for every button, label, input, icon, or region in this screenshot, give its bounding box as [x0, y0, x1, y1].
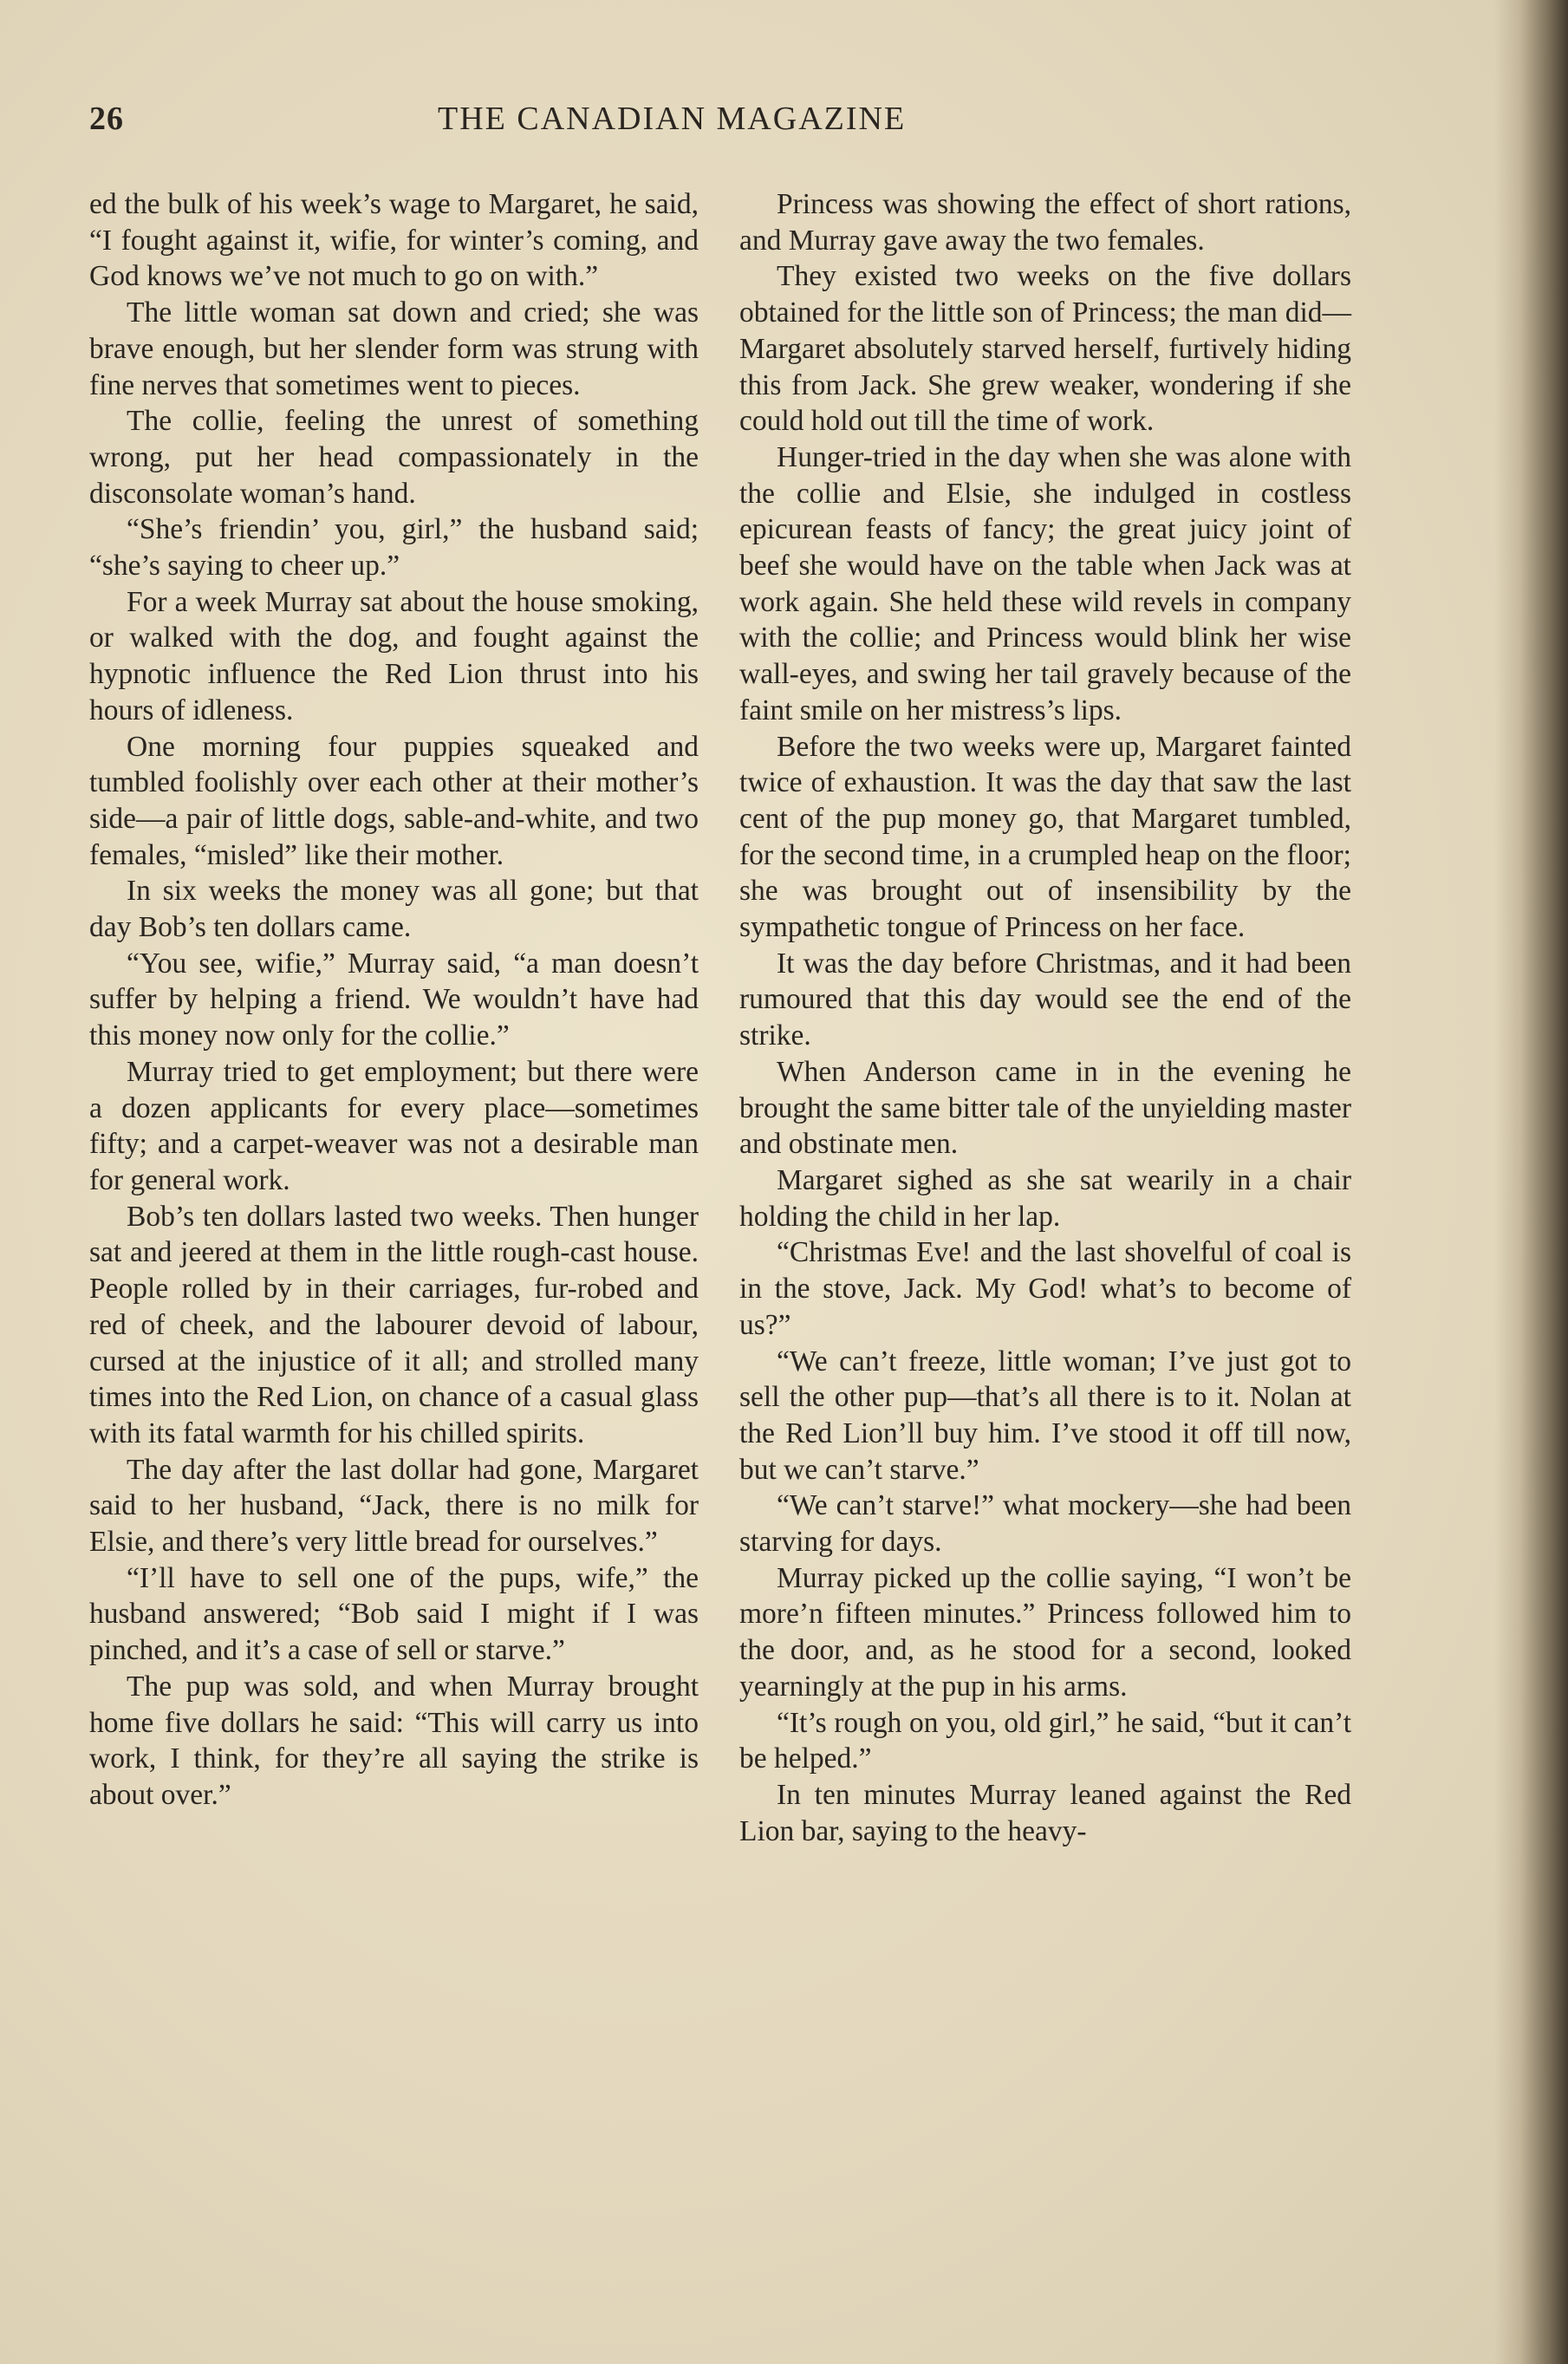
paragraph: Margaret sighed as she sat wearily in a chair holding the child in her lap.: [739, 1163, 1351, 1233]
paragraph: “We can’t freeze, little woman; I’ve just got to sell the other pup—that’s all there is to it. Nolan at the Red Lion’ll buy him. I’ve stood it off till now, but we can’t starve.”: [739, 1345, 1351, 1486]
paragraph: When Anderson came in in the evening he brought the same bitter tale of the unyielding master and obstinate men.: [739, 1055, 1351, 1161]
paragraph: In ten minutes Murray leaned against the Red Lion bar, saying to the heavy-: [739, 1778, 1351, 1847]
paragraph: “She’s friendin’ you, girl,” the husband said; “she’s saying to cheer up.”: [89, 513, 699, 583]
paragraph: “We can’t starve!” what mockery—she had been starving for days.: [739, 1489, 1351, 1559]
paragraph: ed the bulk of his week’s wage to Margaret, he said, “I fought against it, wifie, for winter’s coming, and God knows we’ve not much to go on with.”: [89, 188, 699, 293]
paragraph: The little woman sat down and cried; she was brave enough, but her slender form was strung with fine nerves that sometimes went to pieces.: [89, 296, 699, 401]
paragraph: They existed two weeks on the five dollars obtained for the little son of Princess; the man did—Margaret absolutely starved herself, furtively hiding this from Jack. She grew weaker, wondering if she could hold out till the time of work.: [739, 260, 1351, 438]
paragraph: Bob’s ten dollars lasted two weeks. Then hunger sat and jeered at them in the little rough-cast house. People rolled by in their carriages, fur-robed and red of cheek, and the labourer devoid of labour, cursed at the injustice of it all; and strolled many times into the Red Lion, on chance of a casual glass with its fatal warmth for his chilled spirits.: [89, 1200, 699, 1449]
paragraph: The pup was sold, and when Murray brought home five dollars he said: “This will carry us into work, I think, for they’re all saying the strike is about over.”: [89, 1670, 699, 1811]
binding-shadow: [1494, 0, 1568, 2364]
paragraph: “I’ll have to sell one of the pups, wife,” the husband answered; “Bob said I might if I was pinched, and it’s a case of sell or starve.”: [89, 1561, 699, 1667]
paragraph: Hunger-tried in the day when she was alone with the collie and Elsie, she indulged in costless epicurean feasts of fancy; the great juicy joint of beef she would have on the table when Jack was at work again. She held these wild revels in company with the collie; and Princess would blink her wise wall-eyes, and swing her tail gravely because of the faint smile on her mistress’s lips.: [739, 440, 1351, 726]
paragraph: The collie, feeling the unrest of something wrong, put her head compassionately in the disconsolate woman’s hand.: [89, 405, 699, 510]
paragraph: “You see, wifie,” Murray said, “a man doesn’t suffer by helping a friend. We wouldn’t have had this money now only for the collie.”: [89, 947, 699, 1052]
paragraph: “Christmas Eve! and the last shovelful of coal is in the stove, Jack. My God! what’s to become of us?”: [739, 1236, 1351, 1341]
paragraph: In six weeks the money was all gone; but that day Bob’s ten dollars came.: [89, 875, 699, 944]
page-number: 26: [89, 101, 124, 137]
paragraph: Princess was showing the effect of short rations, and Murray gave away the two females.: [739, 188, 1351, 257]
paragraph: Murray tried to get employment; but there were a dozen applicants for every place—sometimes fifty; and a carpet-weaver was not a desirable man for general work.: [89, 1055, 699, 1196]
paragraph: “It’s rough on you, old girl,” he said, “but it can’t be helped.”: [739, 1706, 1351, 1775]
paragraph: Murray picked up the collie saying, “I won’t be more’n fifteen minutes.” Princess followed him to the door, and, as he stood for a second, looked yearningly at the pup in his arms.: [739, 1561, 1351, 1703]
paragraph: For a week Murray sat about the house smoking, or walked with the dog, and fought against the hypnotic influence the Red Lion thrust into his hours of idleness.: [89, 585, 699, 726]
paragraph: It was the day before Christmas, and it had been rumoured that this day would see the end of the strike.: [739, 947, 1351, 1052]
paragraph: One morning four puppies squeaked and tumbled foolishly over each other at their mother’s side—a pair of little dogs, sable-and-white, and two females, “misled” like their mother.: [89, 730, 699, 871]
right-column: [739, 186, 1351, 1849]
paragraph: The day after the last dollar had gone, Margaret said to her husband, “Jack, there is no milk for Elsie, and there’s very little bread for ourselves.”: [89, 1453, 699, 1559]
running-title: THE CANADIAN MAGAZINE: [438, 101, 907, 137]
paragraph: Before the two weeks were up, Margaret fainted twice of exhaustion. It was the day that saw the last cent of the pup money go, that Margaret tumbled, for the second time, in a crumpled heap on the floor; she was brought out of insensibility by the sympathetic tongue of Princess on her face.: [739, 730, 1351, 944]
left-column: [89, 186, 699, 1814]
